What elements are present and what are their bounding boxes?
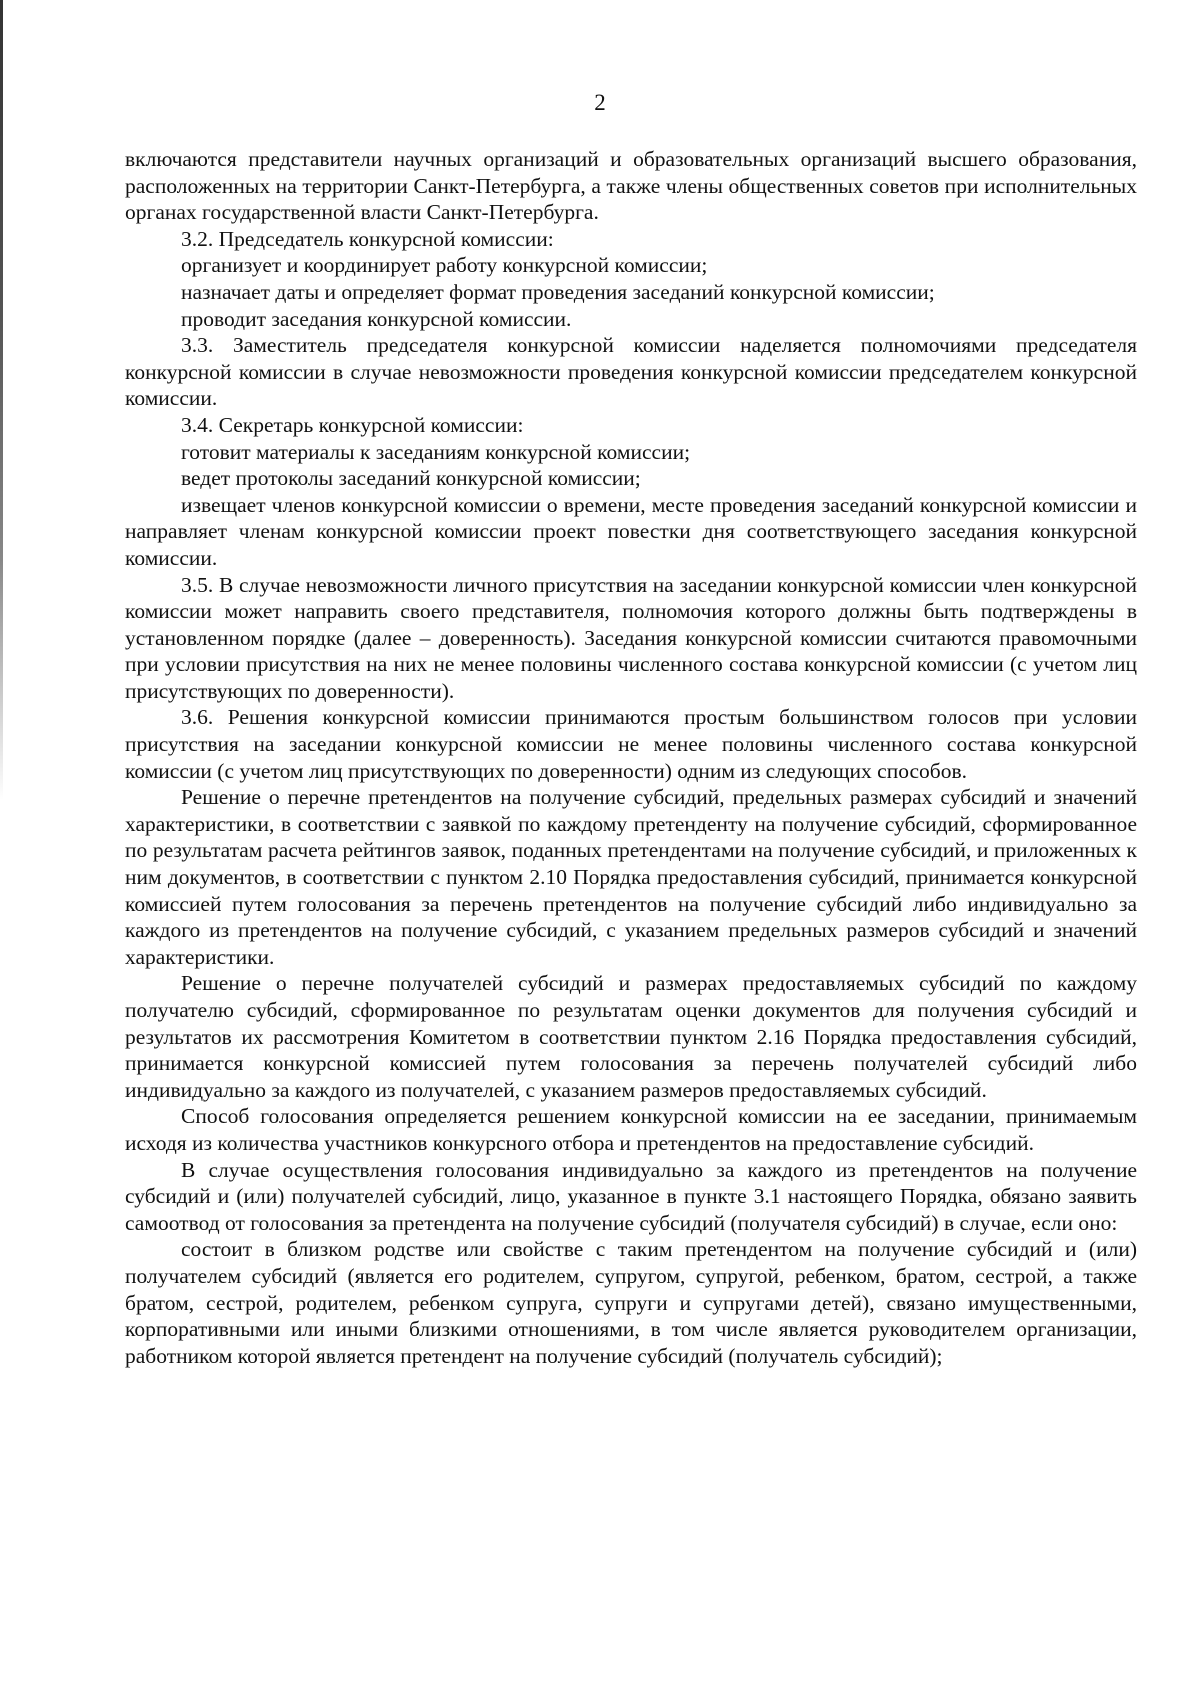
scan-edge-shadow bbox=[0, 0, 3, 800]
paragraph: Решение о перечне получателей субсидий и размерах предоставляемых субсидий по каждому получателю субсидий, сформированное по результатам оценки документов для получения субсидий и результатов их рассмотрения Комитетом в соответствии пунктом 2.16 Порядка предоставления субсидий, принимается конкурсной комиссией путем голосования за перечень получателей субсидий либо индивидуально за каждого из получателей, с указанием размеров предоставляемых субсидий. bbox=[125, 971, 1137, 1102]
paragraph: состоит в близком родстве или свойстве с таким претендентом на получение субсидий и (или) получателем субсидий (является его родителем, супругом, супругой, ребенком, братом, сестрой, а также братом, сестрой, родителем, ребенком супруга, супруги и супругами детей), связано имущественными, корпоративными или иными близкими отношениями, в том числе является руководителем организации, работником которой является претендент на получение субсидий (получатель субсидий); bbox=[125, 1237, 1137, 1368]
paragraph: готовит материалы к заседаниям конкурсной комиссии; bbox=[181, 439, 691, 464]
paragraph: 3.5. В случае невозможности личного присутствия на заседании конкурсной комиссии член конкурсной комиссии может направить своего представителя, полномочия которого должны быть подтверждены в установленном порядке (далее – доверенность). Заседания конкурсной комиссии считаются правомочными при условии присутствия на них не менее половины численного состава конкурсной комиссии (с учетом лиц присутствующих по доверенности). bbox=[125, 572, 1137, 703]
document-body bbox=[125, 146, 1137, 1369]
paragraph: Способ голосования определяется решением конкурсной комиссии на ее заседании, принимаемым исходя из количества участников конкурсного отбора и претендентов на предоставление субсидий. bbox=[125, 1104, 1137, 1155]
paragraph: назначает даты и определяет формат проведения заседаний конкурсной комиссии; bbox=[181, 279, 935, 304]
paragraph: проводит заседания конкурсной комиссии. bbox=[181, 306, 572, 331]
paragraph: извещает членов конкурсной комиссии о времени, месте проведения заседаний конкурсной комиссии и направляет членам конкурсной комиссии проект повестки дня соответствующего заседания конкурсной комиссии. bbox=[125, 492, 1137, 570]
paragraph: 3.4. Секретарь конкурсной комиссии: bbox=[181, 412, 524, 437]
paragraph: 3.3. Заместитель председателя конкурсной комиссии наделяется полномочиями председателя конкурсной комиссии в случае невозможности проведения конкурсной комиссии председателем конкурсной комиссии. bbox=[125, 333, 1137, 411]
page-number: 2 bbox=[594, 90, 606, 115]
paragraph: ведет протоколы заседаний конкурсной комиссии; bbox=[181, 466, 641, 491]
paragraph: 3.6. Решения конкурсной комиссии принимаются простым большинством голосов при условии присутствия на заседании конкурсной комиссии не менее половины численного состава конкурсной комиссии (с учетом лиц присутствующих по доверенности) одним из следующих способов. bbox=[125, 705, 1137, 783]
paragraph: В случае осуществления голосования индивидуально за каждого из претендентов на получение субсидий и (или) получателей субсидий, лицо, указанное в пункте 3.1 настоящего Порядка, обязано заявить самоотвод от голосования за претендента на получение субсидий (получателя субсидий) в случае, если оно: bbox=[125, 1157, 1137, 1235]
paragraph: Решение о перечне претендентов на получение субсидий, предельных размерах субсидий и значений характеристики, в соответствии с заявкой по каждому претенденту на получение субсидий, сформированное по результатам расчета рейтингов заявок, поданных претендентами на получение субсидий, и приложенных к ним документов, в соответствии с пунктом 2.10 Порядка предоставления субсидий, принимается конкурсной комиссией путем голосования за перечень претендентов на получение субсидий либо индивидуально за каждого из претендентов на получение субсидий, с указанием предельных размеров субсидий и значений характеристики. bbox=[125, 785, 1137, 969]
paragraph: включаются представители научных организаций и образовательных организаций высшего образования, расположенных на территории Санкт-Петербурга, а также члены общественных советов при исполнительных органах государственной власти Санкт-Петербурга. bbox=[125, 147, 1137, 225]
paragraph: организует и координирует работу конкурсной комиссии; bbox=[181, 253, 708, 278]
paragraph: 3.2. Председатель конкурсной комиссии: bbox=[181, 226, 554, 251]
